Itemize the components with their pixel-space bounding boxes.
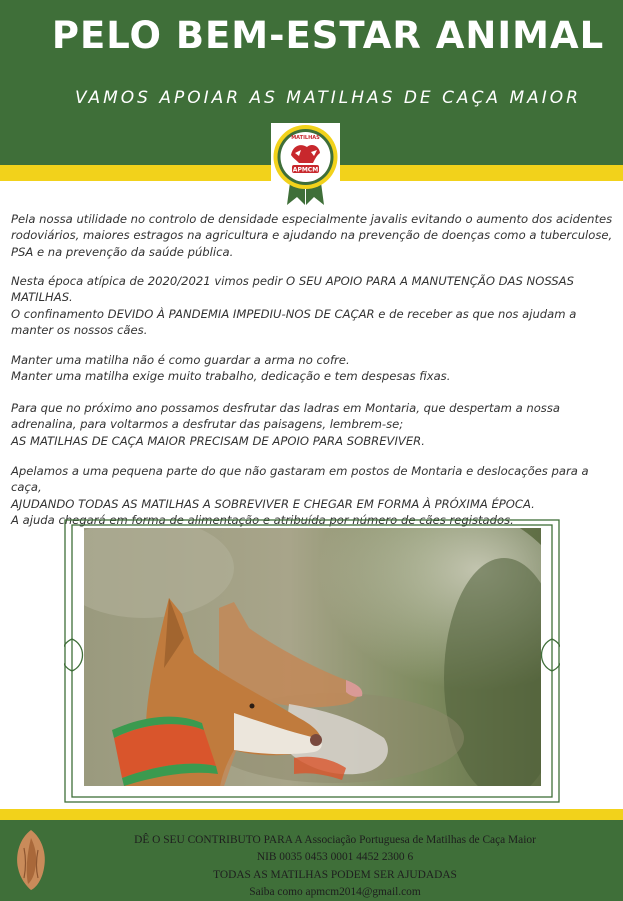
footer-email[interactable]: Saiba como apmcm2014@gmail.com — [249, 886, 421, 899]
footer-contact — [55, 832, 615, 901]
footer-contribution: DÊ O SEU CONTRIBUTO PARA A Associação Portuguesa de Matilhas de Caça Maior — [134, 834, 536, 846]
paragraph-request: Apelamos a uma pequena parte do que não gastaram em postos de Montaria e deslocações para a caça, AJUDANDO TODAS AS MATILHAS A SOBREVIVER E CHEGAR EM FORMA À PRÓXIMA ÉPOCA. A ajuda chegará em forma de alimentação e atribuída por número de cães registados. — [11, 464, 589, 528]
paragraph-appeal-season: Nesta época atípica de 2020/2021 vimos pedir O SEU APOIO PARA A MANUTENÇÃO DAS NOSSAS MATILHAS. O confinamento DEVIDO À PANDEMIA IMPEDIU-NOS DE CAÇAR e de receber as que nos ajudam a manter os nossos cães. — [11, 274, 577, 338]
paragraph-utility: Pela nossa utilidade no controlo de densidade especialmente javalis evitando o aumento dos acidentes rodoviários, maiores estragos na agricultura e ajudando na prevenção de doenças como a tuberculose, PSA e na prevenção da saúde pública. — [11, 212, 613, 259]
footer-all-packs: TODAS AS MATILHAS PODEM SER AJUDADAS — [213, 868, 457, 881]
paragraph-next-year: Para que no próximo ano possamos desfrutar das ladras em Montaria, que despertam a nossa adrenalina, para voltarmos a desfrutar das paisagens, lembrem-se; AS MATILHAS DE CAÇA MAIOR PRECISAM DE APOIO PARA SOBREVIVER. — [11, 401, 560, 448]
paragraph-maintenance: Manter uma matilha não é como guardar a arma no cofre. Manter uma matilha exige muito trabalho, dedicação e tem despesas fixas. — [11, 353, 451, 384]
badge-icon — [271, 123, 340, 207]
hunting-dogs-photo — [84, 528, 541, 786]
apmcm-logo — [271, 123, 340, 207]
footer-banner — [0, 820, 623, 901]
footer-nib: NIB 0035 0453 0001 4452 2300 6 — [256, 851, 414, 864]
page-title: PELO BEM-ESTAR ANIMAL — [51, 14, 605, 57]
svg-text:MATILHAS: MATILHAS — [291, 135, 320, 141]
page-subtitle: VAMOS APOIAR AS MATILHAS DE CAÇA MAIOR — [75, 88, 581, 108]
svg-text:APMCM: APMCM — [292, 166, 319, 174]
boar-head-icon — [14, 828, 48, 892]
